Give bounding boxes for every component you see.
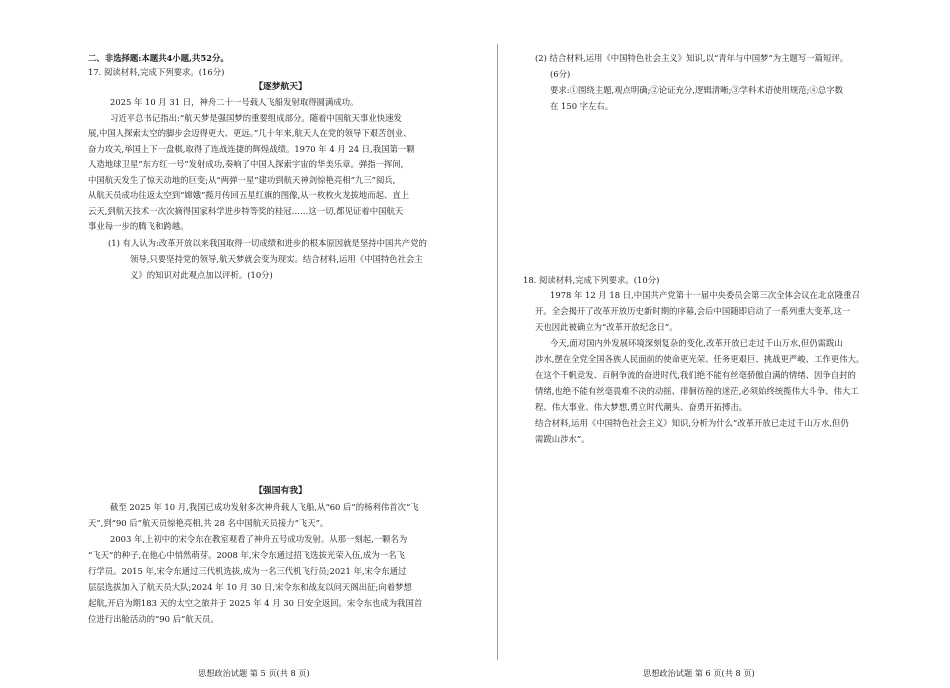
material-line: 今天,面对国内外发展环境深刻复杂的变化,改革开放已走过千山万水,但仍需跋山	[550, 338, 843, 348]
material-line: 2003 年,上初中的宋令东在教室观看了神舟五号成功发射。从那一刻起,一颗名为	[110, 534, 408, 544]
material-line: 涉水,摆在全党全国各族人民面前的使命更光荣、任务更艰巨、挑战更严峻、工作更伟大。	[535, 354, 865, 364]
question-line: 要求:①围绕主题,观点明确;②论证充分,逻辑清晰;③学科术语使用规范;④总字数	[550, 85, 843, 95]
column-divider	[497, 44, 498, 660]
material-heading-strong-nation: 【强国有我】	[254, 486, 307, 496]
question-line: (2) 结合材料,运用《中国特色社会主义》知识,以“青年与中国梦”为主题写一篇短评。	[535, 53, 849, 63]
material-line: 开。全会揭开了改革开放历史新时期的序幕,会后中国随即启动了一系列重大变革,这一	[535, 306, 851, 316]
material-line: 1978 年 12 月 18 日,中国共产党第十一届中央委员会第三次全体会议在北京隆重召	[550, 290, 860, 300]
material-line: 中国航天发生了惊天动地的巨变;从“两弹一星”建功到航天神剑惊艳亮相“九三”阅兵,	[88, 175, 396, 185]
material-line: 起航,开启为期183 天的太空之旅并于 2025 年 4 月 30 日安全返回。宋令东也成为我国首	[88, 598, 423, 608]
material-line: 人造地球卫星“东方红一号”发射成功,奏响了中国人探索宇宙的华美乐章。弹指一挥间,	[88, 159, 404, 169]
material-line: 天”,到“90 后”航天员惊艳亮相,共 28 名中国航天员接力“飞天”。	[88, 518, 329, 528]
question-line: 领导,只要坚持党的领导,航天梦就会变为现实。结合材料,运用《中国特色社会主	[130, 254, 423, 264]
question-line: (1) 有人认为:改革开放以来我国取得一切成绩和进步的根本原因就是坚持中国共产党的	[108, 238, 427, 248]
material-line: 在这个千帆竞发、百舸争流的奋进时代,我们绝不能有丝毫骄傲自满的情绪、因争自封的	[535, 370, 856, 380]
material-line: 从航天员成功往返太空到“嫦娥”揽月传回五星红旗的图像,从一枚枚火龙拔地而起、直上	[88, 190, 410, 200]
question-17-title: 17. 阅读材料,完成下列要求。(16分)	[88, 67, 225, 77]
section-title: 二、非选择题:本题共4小题,共52分。	[88, 53, 229, 63]
material-line: 展,中国人探索太空的脚步会迈得更大、更远。”几十年来,航天人在党的领导下艰苦创业、	[88, 128, 412, 138]
page-footer-right: 思想政治试题 第 6 页(共 8 页)	[643, 668, 755, 678]
material-line: 截至 2025 年 10 月,我国已成功发射多次神舟载人飞船,从“60 后”的杨利伟首次“飞	[110, 502, 419, 512]
material-line: 行学员。2015 年,宋令东通过三代机选拔,成为一名三代机飞行员;2021 年,宋令东通过	[88, 566, 407, 576]
material-line: 天也因此被确立为“改革开放纪念日”。	[535, 322, 678, 332]
question-line: (6分)	[550, 69, 571, 79]
page-footer-left: 思想政治试题 第 5 页(共 8 页)	[198, 668, 310, 678]
question-line: 在 150 字左右。	[550, 101, 614, 111]
material-line: 情绪,也绝不能有丝毫畏难不决的动摇、徘徊彷徨的迷茫,必须始终统揽伟大斗争、伟大工	[535, 386, 859, 396]
material-line: 习近平总书记指出:“航天梦是强国梦的重要组成部分。随着中国航天事业快速发	[110, 113, 402, 123]
question-line: 结合材料,运用《中国特色社会主义》知识,分析为什么”改革开放已走过千山万水,但仍	[535, 418, 849, 428]
question-line: 义》的知识对此观点加以评析。(10分)	[130, 270, 273, 280]
material-line: 2025 年 10 月 31 日，神舟二十一号载人飞船发射取得圆满成功。	[110, 97, 359, 107]
material-heading-dream: 【逐梦航天】	[254, 82, 307, 92]
question-line: 需跋山涉水”。	[535, 434, 590, 444]
material-line: 云天,到航天技术一次次摘得国家科学进步特等奖的桂冠……这一切,都见证着中国航天	[88, 206, 404, 216]
material-line: 奋力攻关,举国上下一盘棋,取得了连战连捷的辉煌战绩。1970 年 4 月 24 日,我国第一颗	[88, 144, 415, 154]
material-line: 位进行出舱活动的“90 后”航天员。	[88, 614, 219, 624]
material-line: 层层选拔加入了航天员大队;2024 年 10 月 30 日,宋令东和战友以问天阁出征;向着梦想	[88, 582, 412, 592]
material-line: “飞天”的种子,在他心中悄然萌芽。2008 年,宋令东通过招飞选拔光荣入伍,成为一名飞	[88, 550, 405, 560]
material-line: 事业每一步的腾飞和跨越。	[88, 221, 189, 231]
question-18-title: 18. 阅读材料,完成下列要求。(10分)	[523, 275, 660, 285]
material-line: 程、伟大事业、伟大梦想,勇立时代潮头、奋勇开拓搏击。	[535, 402, 748, 412]
